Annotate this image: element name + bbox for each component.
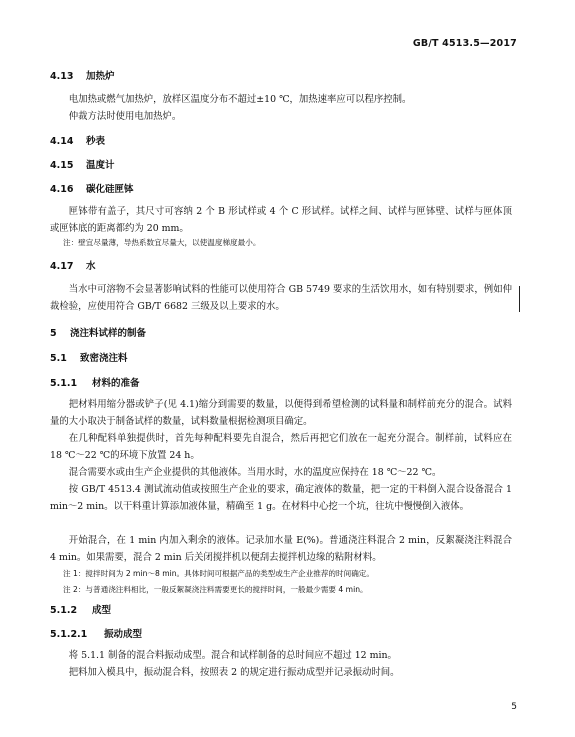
note: 注 1：搅拌时间为 2 min～8 min。具体时间可根据产品的类型或生产企业推荐的时间确定。 bbox=[63, 569, 374, 578]
heading-5-1-2-1 bbox=[50, 626, 142, 640]
heading-number: 4.14 bbox=[50, 136, 74, 147]
heading-title: 秒表 bbox=[86, 136, 106, 147]
paragraph: 匣钵带有盖子，其尺寸可容纳 2 个 B 形试样或 4 个 C 形试样。试样之间、试样与匣钵壁、试样与匣体顶或匣钵底的距离都约为 20 mm。 bbox=[50, 206, 512, 234]
heading-number: 5.1.2.1 bbox=[50, 629, 88, 640]
paragraph: 当水中可溶物不会显著影响试料的性能可以使用符合 GB 5749 要求的生活饮用水，如有特别要求，例如仲裁检验，应使用符合 GB/T 6682 三级及以上要求的水。 bbox=[50, 284, 512, 312]
standard-code-header: GB/T 4513.5—2017 bbox=[412, 38, 517, 49]
paragraph: 仲裁方法时使用电加热炉。 bbox=[68, 111, 182, 122]
paragraph: 开始混合，在 1 min 内加入剩余的液体。记录加水量 E(%)。普通浇注料混合 2 min，反絮凝浇注料混合 4 min。如果需要，混合 2 min 后关闭搅拌机以便刮去搅拌机边缘的粘附材料。 bbox=[50, 535, 512, 563]
heading-number: 4.15 bbox=[50, 160, 74, 171]
heading-number: 5.1.2 bbox=[50, 605, 78, 616]
heading-5-1-2 bbox=[50, 602, 111, 616]
note: 注：壁宜尽量薄，导热系数宜尽量大，以使温度梯度最小。 bbox=[63, 238, 261, 247]
heading-5-1-1 bbox=[50, 375, 140, 389]
paragraph: 把材料用缩分器或铲子(见 4.1)缩分到需要的数量，以便得到希望检测的试料量和制样前充分的混合。试料量的大小取决于制备试样的数量，试料数量根据检测项目确定。 bbox=[50, 399, 512, 427]
heading-title: 致密浇注料 bbox=[80, 353, 128, 364]
heading-5-1 bbox=[50, 350, 128, 364]
heading-title: 浇注料试样的制备 bbox=[70, 328, 147, 339]
heading-title: 材料的准备 bbox=[92, 378, 140, 389]
page-number: 5 bbox=[511, 702, 517, 712]
heading-number: 4.17 bbox=[50, 261, 74, 272]
heading-title: 成型 bbox=[92, 605, 112, 616]
heading-number: 5.1 bbox=[50, 353, 67, 364]
heading-4-16 bbox=[50, 181, 134, 195]
heading-number: 5.1.1 bbox=[50, 378, 78, 389]
heading-number: 4.16 bbox=[50, 184, 74, 195]
heading-4-14 bbox=[50, 133, 105, 147]
paragraph: 混合需要水或由生产企业提供的其他液体。当用水时，水的温度应保持在 18 ℃～22 ℃。 bbox=[68, 467, 442, 478]
heading-4-15 bbox=[50, 157, 115, 171]
heading-number: 5 bbox=[50, 328, 57, 339]
heading-title: 水 bbox=[86, 261, 96, 272]
heading-4-17 bbox=[50, 258, 96, 272]
paragraph: 把料加入模具中，振动混合料，按照表 2 的规定进行振动成型并记录振动时间。 bbox=[68, 667, 400, 678]
heading-4-13 bbox=[50, 68, 115, 82]
heading-title: 加热炉 bbox=[86, 71, 115, 82]
heading-title: 碳化硅匣钵 bbox=[86, 184, 134, 195]
paragraph: 电加热或燃气加热炉，放样区温度分布不超过±10 ℃，加热速率应可以程序控制。 bbox=[68, 94, 412, 105]
note: 注 2：与普通浇注料相比，一般反絮凝浇注料需要更长的搅拌时间，一般最少需要 4 min。 bbox=[63, 585, 368, 594]
heading-title: 振动成型 bbox=[104, 629, 143, 640]
revision-bar bbox=[519, 286, 520, 312]
paragraph: 在几种配料单独提供时，首先每种配料要先自混合，然后再把它们放在一起充分混合。制样前，试料应在 18 ℃～22 ℃的环境下放置 24 h。 bbox=[50, 433, 512, 461]
heading-number: 4.13 bbox=[50, 71, 74, 82]
heading-title: 温度计 bbox=[86, 160, 115, 171]
paragraph: 将 5.1.1 制备的混合料振动成型。混合和试样制备的总时间应不超过 12 min。 bbox=[68, 650, 397, 661]
paragraph: 按 GB/T 4513.4 测试流动值或按照生产企业的要求，确定液体的数量，把一定的干料倒入混合设备混合 1 min～2 min。以干料重计算添加液体量，精确至 1 g。在材料中心挖一个坑，往坑中慢慢倒入液体。 bbox=[50, 484, 512, 512]
heading-5 bbox=[50, 325, 146, 339]
